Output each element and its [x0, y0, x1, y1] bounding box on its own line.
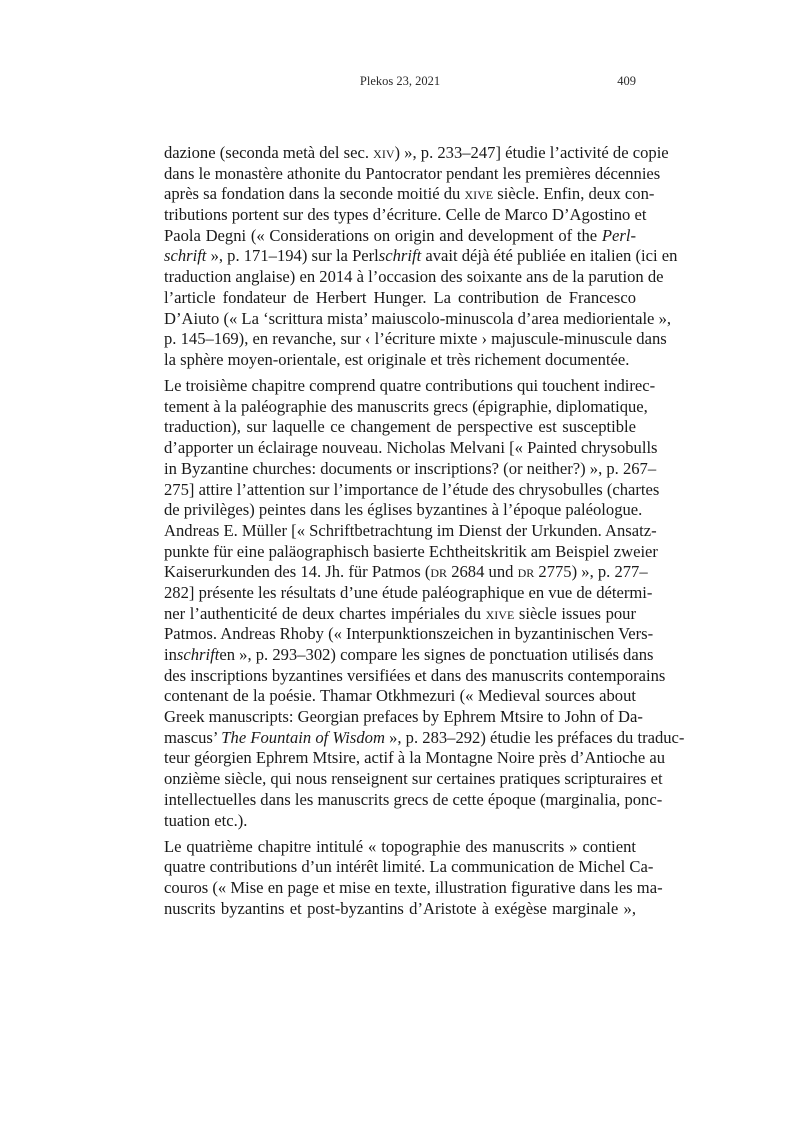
page-number: 409: [617, 74, 636, 88]
text-line: de privilèges) peintes dans les églises byzantines à l’époque paléologue.: [164, 500, 643, 520]
text-line: punkte für eine paläographisch basierte Echtheitskritik am Beispiel zweier: [164, 541, 658, 561]
text-line: la sphère moyen-orientale, est originale et très richement documentée.: [164, 349, 630, 369]
text-line: dazione (seconda metà del sec. xiv) », p. 233–247] étudie l’activité de copie: [164, 143, 669, 162]
text-line: après sa fondation dans la seconde moitié du xive siècle. Enfin, deux con-: [164, 184, 655, 204]
text-line: D’Aiuto (« La ‘scrittura mista’ maiuscolo-minuscola d’area mediorientale »,: [164, 308, 672, 328]
text-line: Paola Degni (« Considerations on origin and development of the Perl-: [164, 225, 636, 245]
text-line: des inscriptions byzantines versifiées et dans des manuscrits contemporains: [164, 665, 666, 685]
text-line: mascus’ The Fountain of Wisdom », p. 283–292) étudie les préfaces du traduc-: [164, 727, 685, 747]
text-line: teur géorgien Ephrem Mtsire, actif à la Montagne Noire près d’Antioche au: [164, 748, 666, 768]
text-line: d’apporter un éclairage nouveau. Nicholas Melvani [« Painted chrysobulls: [164, 438, 658, 458]
text-line: onzième siècle, qui nous renseignent sur certaines pratiques scripturaires et: [164, 769, 663, 789]
paragraph: [164, 143, 678, 371]
text-line: Greek manuscripts: Georgian prefaces by Ephrem Mtsire to John of Da-: [164, 707, 643, 727]
text-line: inschriften », p. 293–302) compare les signes de ponctuation utilisés dans: [164, 645, 654, 664]
text-line: traduction), sur laquelle ce changement de perspective est susceptible: [164, 417, 636, 437]
text-line: tributions portent sur des types d’écriture. Celle de Marco D’Agostino et: [164, 205, 647, 225]
text-line: Andreas E. Müller [« Schriftbetrachtung im Dienst der Urkunden. Ansatz-: [164, 520, 657, 540]
text-line: traduction anglaise) en 2014 à l’occasion des soixante ans de la parution de: [164, 267, 664, 287]
journal-title: Plekos 23, 2021: [359, 74, 441, 88]
text-line: Kaiserurkunden des 14. Jh. für Patmos (dr 2684 und dr 2775) », p. 277–: [164, 562, 648, 582]
text-line: couros (« Mise en page et mise en texte, illustration figurative dans les ma-: [164, 878, 663, 898]
paragraph: [164, 836, 663, 920]
text-line: 275] attire l’attention sur l’importance de l’étude des chrysobulles (chartes: [164, 479, 660, 499]
text-line: tuation etc.).: [164, 810, 248, 830]
text-line: 282] présente les résultats d’une étude paléographique en vue de détermi-: [164, 582, 653, 602]
text-line: quatre contributions d’un intérêt limité. La communication de Michel Ca-: [164, 857, 654, 877]
paragraph: [164, 376, 685, 831]
text-line: intellectuelles dans les manuscrits grecs de cette époque (marginalia, ponc-: [164, 789, 663, 809]
text-line: schrift », p. 171–194) sur la Perlschrift avait déjà été publiée en italien (ici en: [164, 246, 678, 266]
body-text: [164, 143, 685, 925]
text-line: Le troisième chapitre comprend quatre contributions qui touchent indirec-: [164, 376, 656, 396]
text-line: Le quatrième chapitre intitulé « topographie des manuscrits » contient: [164, 836, 636, 856]
text-line: l’article fondateur de Herbert Hunger. La contribution de Francesco: [164, 287, 636, 307]
text-line: dans le monastère athonite du Pantocrator pendant les premières décennies: [164, 163, 661, 183]
text-line: in Byzantine churches: documents or inscriptions? (or neither?) », p. 267–: [164, 458, 657, 478]
text-line: Patmos. Andreas Rhoby (« Interpunktionszeichen in byzantinischen Vers-: [164, 624, 654, 644]
text-line: nuscrits byzantins et post-byzantins d’Aristote à exégèse marginale »,: [164, 898, 636, 918]
text-line: tement à la paléographie des manuscrits grecs (épigraphie, diplomatique,: [164, 396, 648, 416]
text-line: ner l’authenticité de deux chartes impériales du xive siècle issues pour: [164, 603, 636, 623]
text-line: contenant de la poésie. Thamar Otkhmezuri (« Medieval sources about: [164, 686, 636, 706]
text-line: p. 145–169), en revanche, sur ‹ l’écriture mixte › majuscule-minuscule dans: [164, 329, 667, 349]
